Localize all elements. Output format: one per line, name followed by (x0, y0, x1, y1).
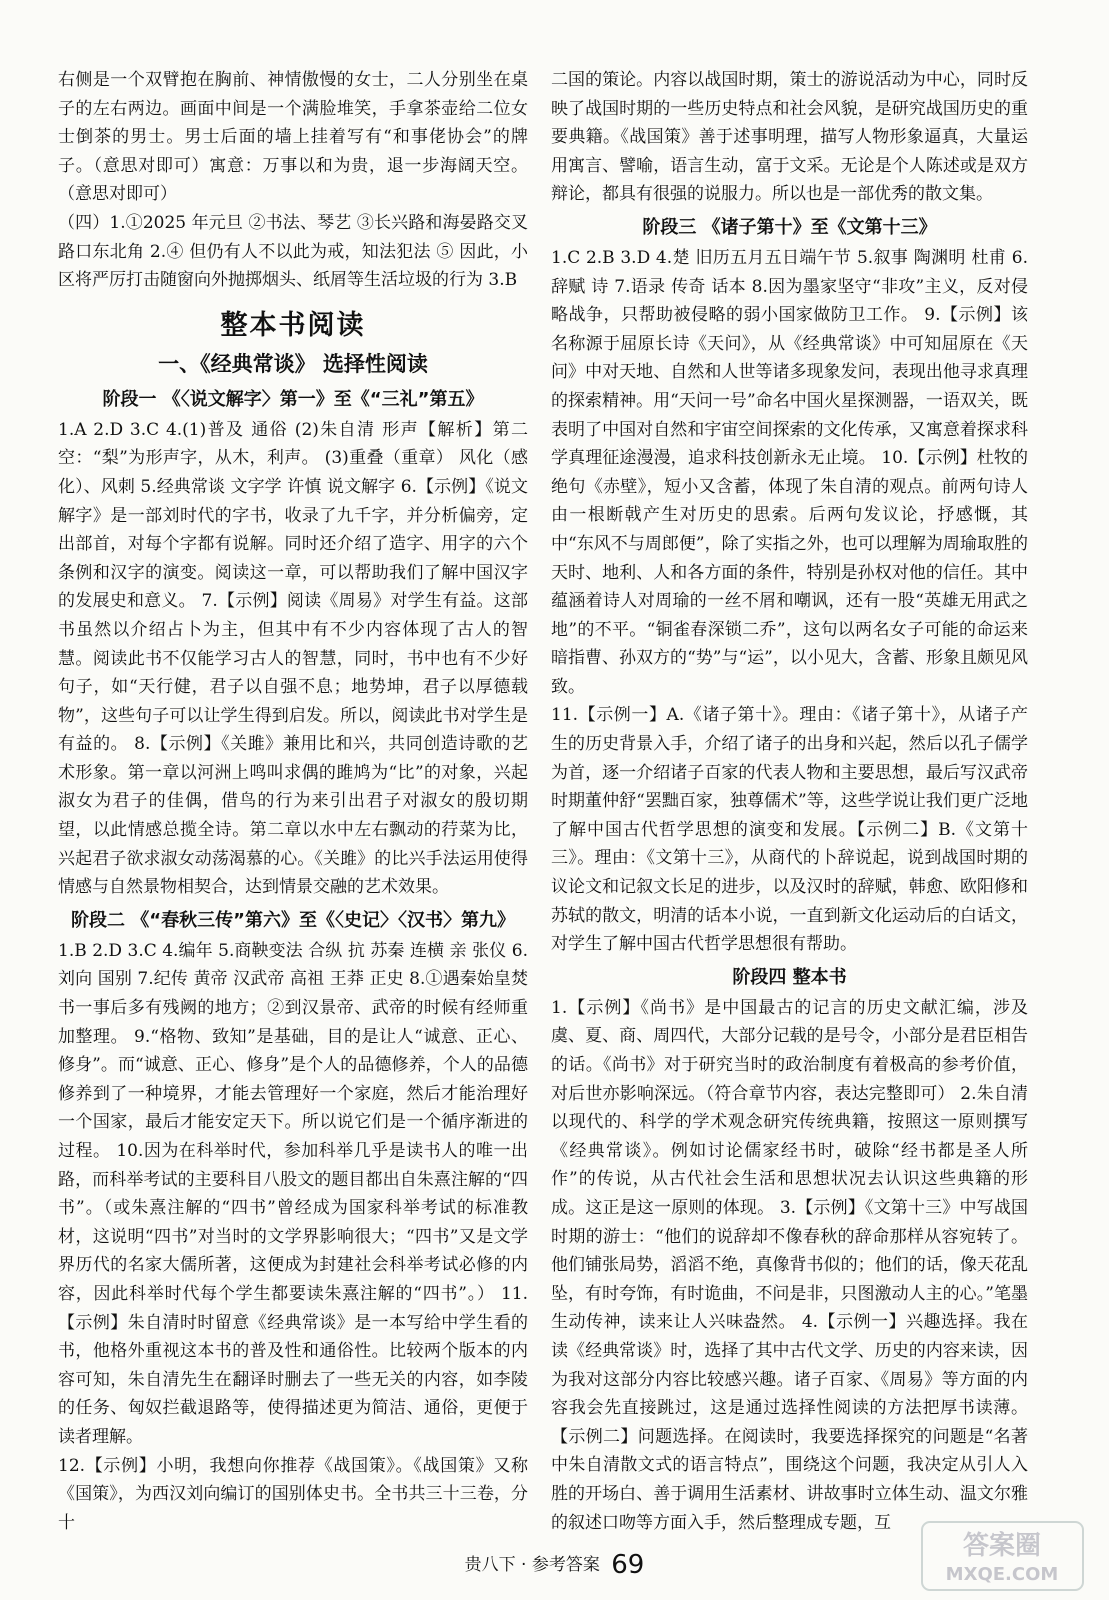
subsection-heading: 一、《经典常谈》 选择性阅读 (158, 351, 428, 376)
stage4-answers: 1.【示例】《尚书》是中国最古的记言的历史文献汇编，涉及虞、夏、商、周四代，大部分记载的是号令，小部分是君臣相告的话。《尚书》对于研究当时的政治制度有着极高的参考价值，对后世亦影响深远。（符合章节内容，表达完整即可） 2.朱自清以现代的、科学的学术观念研究传统典籍，按照这一原则撰写《经典常谈》。例如讨论儒家经书时，破除“经书都是圣人所作”的传说，从古代社会生活和思想状况去认识这些典籍的形成。这正是这一原则的体现。 3.【示例】《文第十三》中写战国时期的游士：“他们的说辞却不像春秋的辞命那样从容宛转了。他们铺张局势，滔滔不绝，真像背书似的；他们的话，像天花乱坠，有时夸饰，有时诡曲，不问是非，只图激动人主的心。”笔墨生动传神，读来让人兴味盎然。 4.【示例一】兴趣选择。我在读《经典常谈》时，选择了其中古代文学、历史的内容来读，因为我对这部分内容比较感兴趣。诸子百家、《周易》等方面的内容我会先直接跳过，这是通过选择性阅读的方法把厚书读薄。【示例二】问题选择。在阅读时，我要选择探究的问题是“名著中朱自清散文式的语言特点”，围绕这个问题，我决定从引人入胜的开场白、善于调用生活素材、讲故事时立体生动、温文尔雅的叙述口吻等方面入手，然后整理成专题，互 (551, 997, 1028, 1533)
stage2-title: 阶段二 《“春秋三传”第六》至《〈史记〉〈汉书〉第九》 (71, 909, 515, 931)
page-number: 69 (611, 1550, 645, 1580)
right-paragraph-1: 二国的策论。内容以战国时期，策士的游说活动为中心，同时反映了战国时期的一些历史特点和社会风貌，是研究战国历史的重要典籍。《战国策》善于述事明理，描写人物形象逼真，大量运用寓言、譬喻，语言生动，富于文采。无论是个人陈述或是双方辩论，都具有很强的说服力。所以也是一部优秀的散文集。 (551, 70, 1028, 205)
stage2-answers: 1.B 2.D 3.C 4.编年 5.商鞅变法 合纵 抗 苏秦 连横 亲 张仪 6.刘向 国别 7.纪传 黄帝 汉武帝 高祖 王莽 正史 8.①遇秦始皇焚书一事后多有残阙的地方；②到汉景帝、武帝的时候有经师重加整理。 9.“格物、致知”是基础，目的是让人“诚意、正心、修身”。而“诚意、正心、修身”是个人的品德修养，个人的品德修养到了一种境界，才能去管理好一个家庭，然后才能治理好一个国家，最后才能安定天下。所以说它们是一个循序渐进的过程。 10.因为在科举时代，参加科举几乎是读书人的唯一出路，而科举考试的主要科目八股文的题目都出自朱熹注解的“四书”。（或朱熹注解的“四书”曾经成为国家科举考试的标准教材，这说明“四书”对当时的文学界影响很大；“四书”又是文学界历代的名家大儒所著，这便成为封建社会科举考试必修的内容，因此科举时代每个学生都要读朱熹注解的“四书”。） 11.【示例】朱自清时时留意《经典常谈》是一本写给中学生看的书，他格外重视这本书的普及性和通俗性。比较两个版本的内容可知，朱自清先生在翻译时删去了一些无关的内容，如李陵的任务、匈奴拦截退路等，使得描述更为简洁、通俗，更便于读者理解。 (58, 940, 528, 1447)
watermark-logo (920, 1520, 1085, 1592)
stage3-title: 阶段三 《诸子第十》至《文第十三》 (642, 216, 937, 238)
footer-label: 贵八下 · 参考答案 (464, 1555, 600, 1575)
watermark-text: 答案圈 (962, 1531, 1042, 1561)
question-11: 11.【示例一】A.《诸子第十》。理由：《诸子第十》，从诸子产生的历史背景入手，介绍了诸子的出身和兴起，然后以孔子儒学为首，逐一介绍诸子百家的代表人物和主要思想，最后写汉武帝时期董仲舒“罢黜百家，独尊儒术”等，这些学说让我们更广泛地了解中国古代哲学思想的演变和发展。【示例二】B.《文第十三》。理由：《文第十三》，从商代的卜辞说起，说到战国时期的议论文和记叙文长足的进步，以及汉时的辞赋，韩愈、欧阳修和苏轼的散文，明清的话本小说，一直到新文化运动后的白话文，对学生了解中国古代哲学思想很有帮助。 (551, 705, 1028, 955)
left-paragraph-1: 右侧是一个双臂抱在胸前、神情傲慢的女士，二人分别坐在桌子的左右两边。画面中间是一个满脸堆笑，手拿茶壶给二位女士倒茶的男士。男士后面的墙上挂着写有“和事佬协会”的牌子。（意思对即可）寓意：万事以和为贵，退一步海阔天空。（意思对即可） (58, 70, 528, 205)
left-paragraph-2: （四）1.①2025 年元旦 ②书法、琴艺 ③长兴路和海晏路交叉路口东北角 2.④ 但仍有人不以此为戒，知法犯法 ⑤ 因此，小区将严厉打击随窗向外抛掷烟头、纸屑等生活垃圾的行为 3.B (58, 212, 528, 291)
stage4-title: 阶段四 整本书 (732, 966, 847, 988)
right-column (551, 66, 1028, 1537)
watermark-url: MXQE.COM (945, 1564, 1059, 1585)
stage3-answers: 1.C 2.B 3.D 4.楚 旧历五月五日端午节 5.叙事 陶渊明 杜甫 6.辞赋 诗 7.语录 传奇 话本 8.因为墨家坚守“非攻”主义，反对侵略战争，只帮助被侵略的弱小国家做防卫工作。 9.【示例】该名称源于屈原长诗《天问》，从《经典常谈》中可知屈原在《天问》中对天地、自然和人世等诸多现象发问，表现出他寻求真理的探索精神。用“天问一号”命名中国火星探测器，一语双关，既表明了中国对自然和宇宙空间探索的文化传承，又寓意着探求科学真理征途漫漫，追求科技创新永无止境。 10.【示例】杜牧的绝句《赤壁》，短小又含蓄，体现了朱自清的观点。前两句诗人由一根断戟产生对历史的思索。后两句发议论，抒感慨，其中“东风不与周郎便”，除了实指之外，也可以理解为周瑜取胜的天时、地利、人和各方面的条件，特别是孙权对他的信任。其中蕴涵着诗人对周瑜的一丝不屑和嘲讽，还有一股“英雄无用武之地”的不平。“铜雀春深锁二乔”，这句以两名女子可能的命运来暗指曹、孙双方的“势”与“运”，以小见大，含蓄、形象且颇见风致。 (551, 247, 1028, 697)
stage1-answers: 1.A 2.D 3.C 4.(1)普及 通俗 (2)朱自清 形声【解析】第二空：“梨”为形声字，从木，利声。 (3)重叠（重章） 风化（感化）、风刺 5.经典常谈 文字学 许慎 说文解字 6.【示例】《说文解字》是一部刘时代的字书，收录了九千字，并分析偏旁，定出部首，对每个字都有说解。同时还介绍了造字、用字的六个条例和汉字的演变。阅读这一章，可以帮助我们了解中国汉字的发展史和意义。 7.【示例】阅读《周易》对学生有益。这部书虽然以介绍占卜为主，但其中有不少内容体现了古人的智慧。阅读此书不仅能学习古人的智慧，同时，书中也有不少好句子，如“天行健，君子以自强不息；地势坤，君子以厚德载物”，这些句子可以让学生得到启发。所以，阅读此书对学生是有益的。 8.【示例】《关雎》兼用比和兴，共同创造诗歌的艺术形象。第一章以河洲上鸣叫求偶的雎鸠为“比”的对象，兴起淑女为君子的佳偶，借鸟的行为来引出君子对淑女的殷切期望，以此情感总揽全诗。第二章以水中左右飘动的荇菜为比，兴起君子欲求淑女动荡渴慕的心。《关雎》的比兴手法运用使得情感与自然景物相契合，达到情景交融的艺术效果。 (58, 419, 528, 898)
left-column (58, 66, 528, 1537)
stage1-title: 阶段一 《〈说文解字〉第一》至《“三礼”第五》 (102, 388, 484, 410)
question-12: 12.【示例】小明，我想向你推荐《战国策》。《战国策》又称《国策》，为西汉刘向编订的国别体史书。全书共三十三卷，分十 (58, 1455, 528, 1533)
section-heading: 整本书阅读 (220, 309, 366, 341)
